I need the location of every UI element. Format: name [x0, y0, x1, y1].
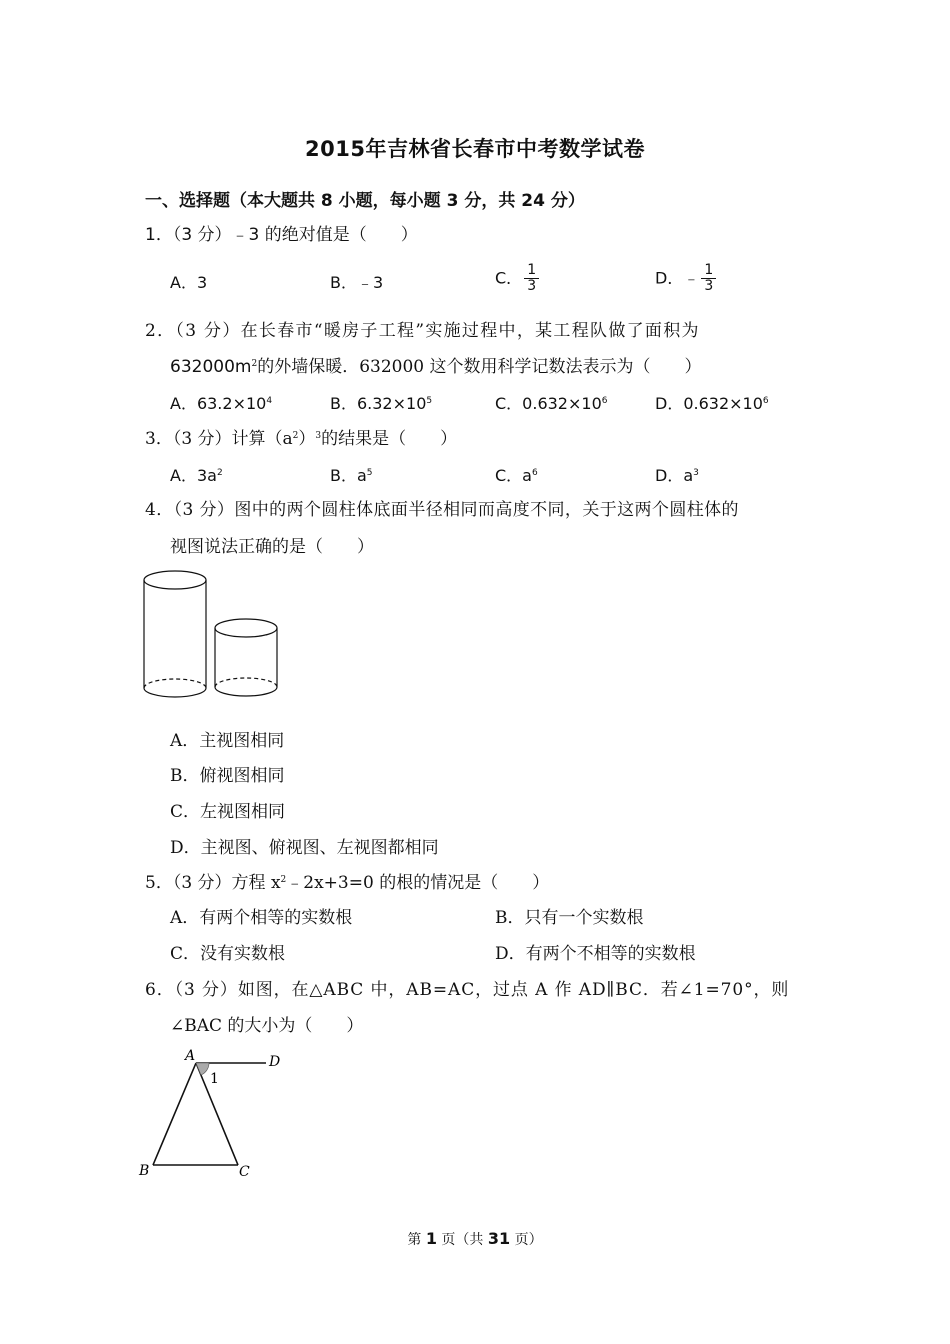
q1-option-c	[495, 263, 539, 294]
footer-prefix: 第	[407, 1232, 426, 1248]
footer-total-pages: 31	[487, 1229, 511, 1248]
q6-stem-line1: 6．（3 分）如图，在△ABC 中，AB=AC，过点 A 作 AD∥BC．若∠1=70°，则	[145, 980, 790, 1000]
q4-option-d: D．主视图、俯视图、左视图都相同	[170, 838, 439, 858]
q1-option-c-prefix: C．	[495, 268, 523, 288]
q1-option-d-prefix: D．﹣	[655, 268, 700, 288]
line-ab	[153, 1063, 196, 1165]
q3-stem-part-b: ）	[298, 429, 316, 449]
q3-stem-part-a: 3．（3 分）计算（a	[145, 429, 293, 449]
q5-option-d: D．有两个不相等的实数根	[495, 944, 696, 964]
q3-option-b-sup: 5	[366, 468, 373, 478]
q2-option-d-text: D．0.632×10	[655, 394, 763, 413]
q2-option-d-sup: 6	[762, 396, 769, 406]
q3-stem-part-c: 的结果是（ ）	[321, 429, 458, 449]
q3-stem	[145, 428, 457, 450]
q2-line2-part-a: 632000m	[170, 357, 252, 377]
q5-stem-part-a: 5．（3 分）方程 x	[145, 873, 281, 893]
q1-option-d-denominator: 3	[704, 278, 714, 294]
q2-option-b-text: B．6.32×10	[330, 394, 427, 413]
footer-page-number: 1	[425, 1229, 437, 1248]
q3-option-c-sup: 6	[531, 468, 538, 478]
q1-option-c-numerator: 1	[524, 263, 539, 279]
q5-option-a: A．有两个相等的实数根	[170, 908, 353, 928]
page-footer	[0, 1229, 950, 1249]
q1-option-a: A．3	[170, 273, 208, 292]
q3-stem-sup2: 3	[315, 431, 322, 441]
section-heading: 一、选择题（本大题共 8 小题，每小题 3 分，共 24 分）	[145, 191, 585, 211]
q2-stem-line2	[170, 356, 702, 378]
q3-option-c-text: C．a	[495, 466, 532, 485]
q3-option-d-sup: 3	[693, 468, 699, 478]
q2-option-d	[655, 393, 769, 415]
q1-option-c-denominator: 3	[527, 278, 537, 294]
q5-stem	[145, 872, 549, 894]
q2-option-a	[170, 393, 272, 415]
q3-stem-sup1: 2	[292, 431, 299, 441]
label-d: D	[269, 1054, 281, 1070]
q1-option-b: B．﹣3	[330, 273, 384, 292]
q2-line2-sup: 2	[251, 359, 258, 369]
q1-option-d	[655, 263, 716, 294]
q1-option-d-numerator: 1	[701, 263, 716, 279]
q5-stem-part-b: ﹣2x+3=0 的根的情况是（ ）	[286, 873, 550, 893]
q5-option-b: B．只有一个实数根	[495, 908, 644, 928]
label-a: A	[185, 1048, 196, 1064]
q3-option-a	[170, 465, 223, 487]
label-angle-1: 1	[210, 1071, 219, 1087]
short-cylinder	[215, 619, 277, 696]
q3-option-c	[495, 465, 538, 487]
tall-cylinder	[144, 571, 206, 697]
q5-stem-sup: 2	[280, 875, 287, 885]
q6-stem-line2: ∠BAC 的大小为（ ）	[170, 1016, 364, 1036]
footer-middle: 页（共	[436, 1232, 488, 1248]
q4-stem-line1: 4．（3 分）图中的两个圆柱体底面半径相同而高度不同，关于这两个圆柱体的	[145, 500, 739, 520]
q3-option-b-text: B．a	[330, 466, 367, 485]
q2-option-b-sup: 5	[426, 396, 433, 406]
q2-option-c-sup: 6	[601, 396, 608, 406]
label-c: C	[239, 1164, 250, 1180]
q3-option-a-sup: 2	[216, 468, 223, 478]
q2-option-a-text: A．63.2×10	[170, 394, 267, 413]
q2-stem-line1: 2．（3 分）在长春市“暖房子工程”实施过程中，某工程队做了面积为	[145, 321, 700, 341]
q2-option-b	[330, 393, 432, 415]
label-b: B	[139, 1163, 150, 1179]
page-title: 2015年吉林省长春市中考数学试卷	[305, 137, 645, 161]
q3-option-a-text: A．3a	[170, 466, 217, 485]
q1-option-d-fraction	[701, 263, 716, 294]
q5-option-c: C．没有实数根	[170, 944, 286, 964]
q2-option-a-sup: 4	[266, 396, 273, 406]
q2-option-c-text: C．0.632×10	[495, 394, 602, 413]
footer-suffix: 页）	[510, 1232, 543, 1248]
q4-option-c: C．左视图相同	[170, 802, 286, 822]
q1-option-c-fraction	[524, 263, 539, 294]
q2-option-c	[495, 393, 607, 415]
q3-option-d	[655, 465, 699, 487]
q4-stem-line2: 视图说法正确的是（ ）	[170, 537, 374, 557]
q4-option-b: B．俯视图相同	[170, 766, 285, 786]
q3-option-d-text: D．a	[655, 466, 694, 485]
q2-line2-part-b: 的外墙保暖．632000 这个数用科学记数法表示为（ ）	[257, 357, 702, 377]
triangle-figure	[136, 1046, 296, 1181]
q3-option-b	[330, 465, 373, 487]
q1-stem: 1．（3 分）﹣3 的绝对值是（ ）	[145, 225, 418, 245]
cylinders-figure	[138, 566, 288, 706]
q4-option-a: A．主视图相同	[170, 731, 285, 751]
